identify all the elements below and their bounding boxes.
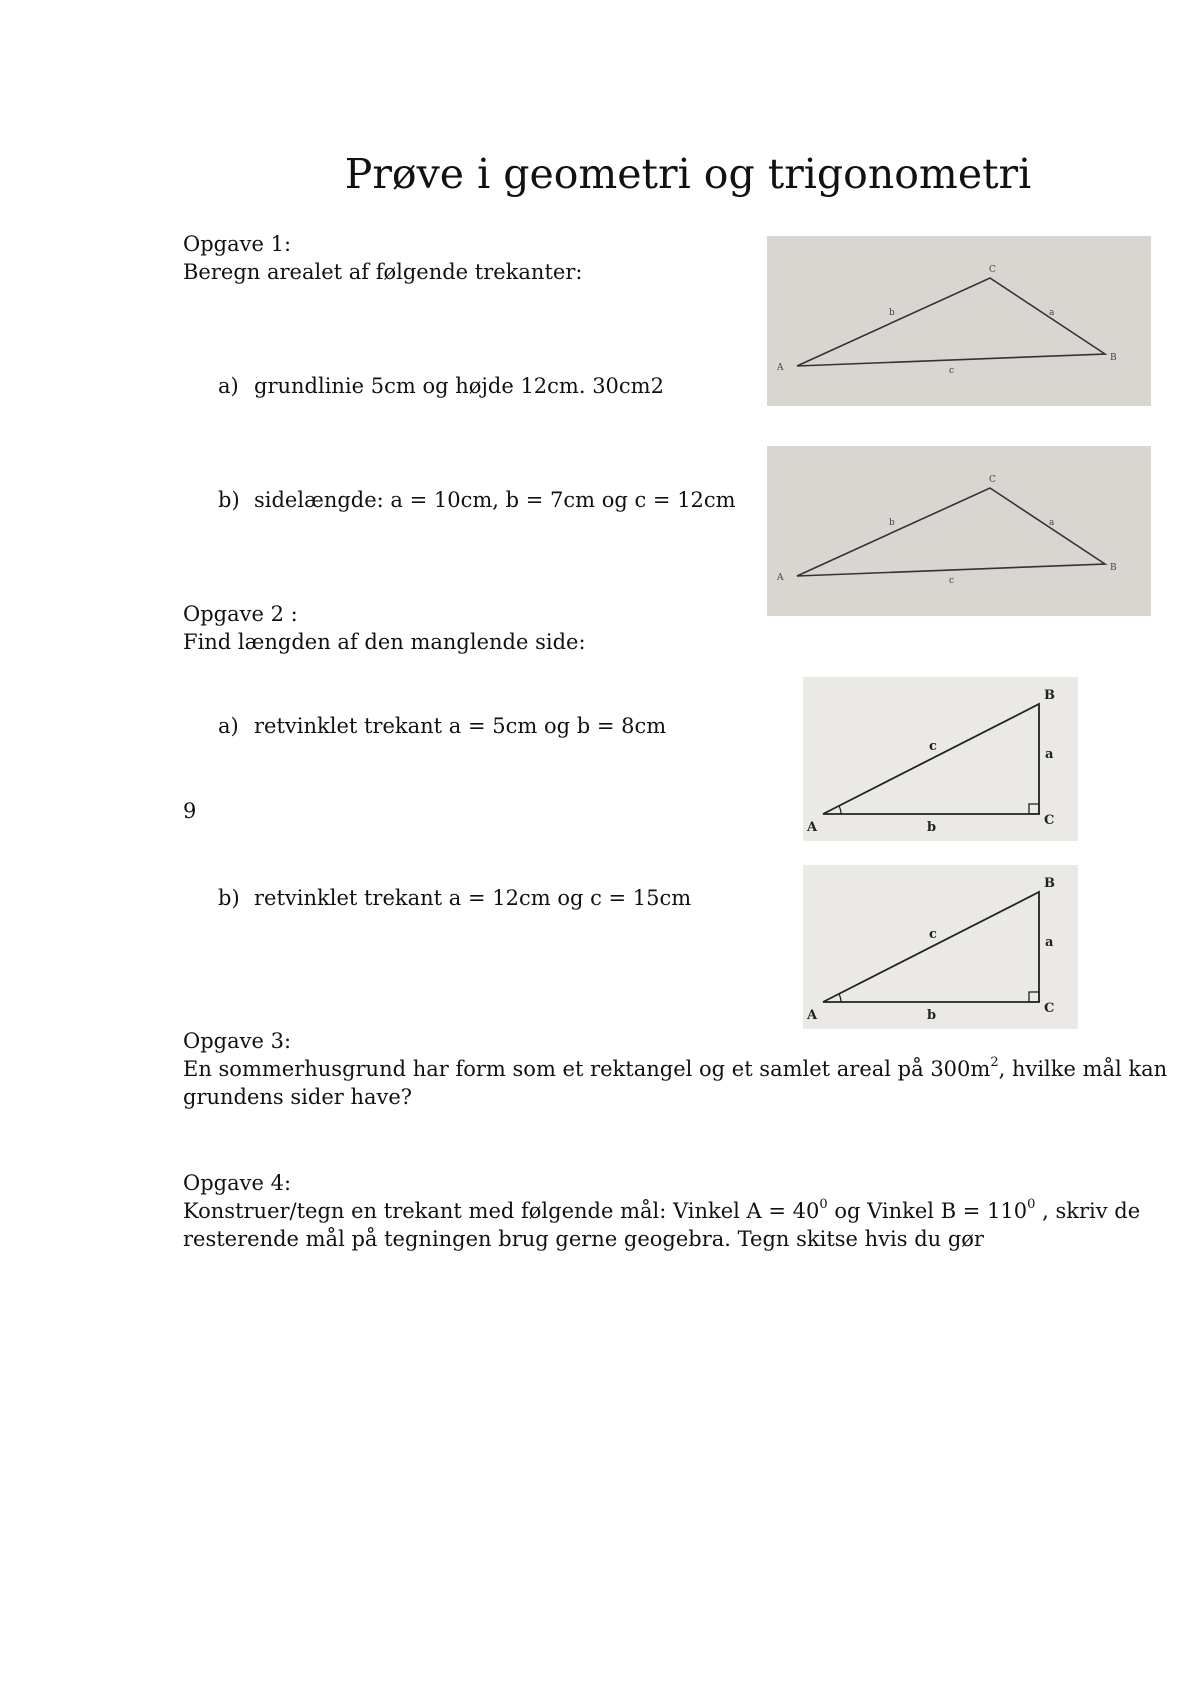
- opgave4-line2: resterende mål på tegningen brug gerne geogebra. Tegn skitse hvis du gør: [183, 1227, 984, 1251]
- opgave1-item-a: [218, 372, 664, 400]
- right-triangle-diagram: [803, 865, 1078, 1029]
- vertex-label-a: A: [777, 573, 784, 583]
- opgave4-heading: Opgave 4:: [183, 1171, 292, 1195]
- vertex-label-b: B: [1044, 688, 1055, 703]
- opgave3-line2: grundens sider have?: [183, 1085, 413, 1109]
- side-label-a: a: [1045, 935, 1054, 950]
- side-label-c: c: [949, 366, 955, 376]
- side-label-a: a: [1049, 518, 1055, 528]
- vertex-label-c: C: [1044, 813, 1055, 828]
- side-label-b: b: [927, 1008, 937, 1023]
- vertex-label-a: A: [777, 363, 784, 373]
- superscript: 0: [1027, 1197, 1036, 1212]
- text-span: Konstruer/tegn en trekant med følgende mål: Vinkel A = 40: [183, 1199, 820, 1223]
- item-text: sidelængde: a = 10cm, b = 7cm og c = 12cm: [254, 488, 736, 512]
- vertex-label-b: B: [1110, 353, 1117, 363]
- item-marker: a): [218, 374, 239, 398]
- vertex-label-b: B: [1044, 876, 1055, 891]
- opgave1-item-b: [218, 486, 736, 514]
- opgave2-intro: Find længden af den manglende side:: [183, 630, 586, 654]
- vertex-label-c: C: [1044, 1001, 1055, 1016]
- opgave4-line1: [183, 1197, 1140, 1225]
- stray-number: 9: [183, 799, 197, 823]
- side-label-b: b: [927, 820, 937, 835]
- text-span: , skriv de: [1035, 1199, 1141, 1223]
- side-label-c: c: [949, 576, 955, 586]
- side-label-b: b: [889, 308, 895, 318]
- side-label-a: a: [1045, 747, 1054, 762]
- vertex-label-a: A: [807, 1008, 818, 1023]
- text-span: , hvilke mål kan: [998, 1057, 1168, 1081]
- opgave3-heading: Opgave 3:: [183, 1029, 292, 1053]
- opgave2-item-b: [218, 884, 691, 912]
- side-label-a: a: [1049, 308, 1055, 318]
- right-triangle-diagram: [803, 677, 1078, 841]
- page-title: Prøve i geometri og trigonometri: [344, 150, 1032, 198]
- right-triangle-photo-1: [803, 677, 1078, 841]
- item-text: retvinklet trekant a = 12cm og c = 15cm: [254, 886, 692, 910]
- side-label-c: c: [929, 927, 937, 942]
- side-label-b: b: [889, 518, 895, 528]
- side-label-c: c: [929, 739, 937, 754]
- vertex-label-c: C: [989, 265, 996, 275]
- superscript: 0: [819, 1197, 828, 1212]
- text-span: og Vinkel B = 110: [827, 1199, 1028, 1223]
- right-triangle-photo-2: [803, 865, 1078, 1029]
- item-text: retvinklet trekant a = 5cm og b = 8cm: [254, 714, 667, 738]
- opgave3-line1: [183, 1055, 1167, 1083]
- opgave1-intro: Beregn arealet af følgende trekanter:: [183, 260, 583, 284]
- opgave2-item-a: [218, 712, 666, 740]
- obtuse-triangle-diagram: [767, 236, 1151, 406]
- triangle-photo-1: [767, 236, 1151, 406]
- vertex-label-c: C: [989, 475, 996, 485]
- item-text: grundlinie 5cm og højde 12cm. 30cm2: [254, 374, 664, 398]
- item-marker: b): [218, 488, 240, 512]
- text-span: En sommerhusgrund har form som et rektangel og et samlet areal på 300m: [183, 1057, 991, 1081]
- triangle-photo-2: [767, 446, 1151, 616]
- obtuse-triangle-diagram: [767, 446, 1151, 616]
- item-marker: a): [218, 714, 239, 738]
- item-marker: b): [218, 886, 240, 910]
- opgave2-heading: Opgave 2 :: [183, 602, 298, 626]
- vertex-label-a: A: [807, 820, 818, 835]
- superscript: 2: [990, 1055, 999, 1070]
- opgave1-heading: Opgave 1:: [183, 232, 292, 256]
- vertex-label-b: B: [1110, 563, 1117, 573]
